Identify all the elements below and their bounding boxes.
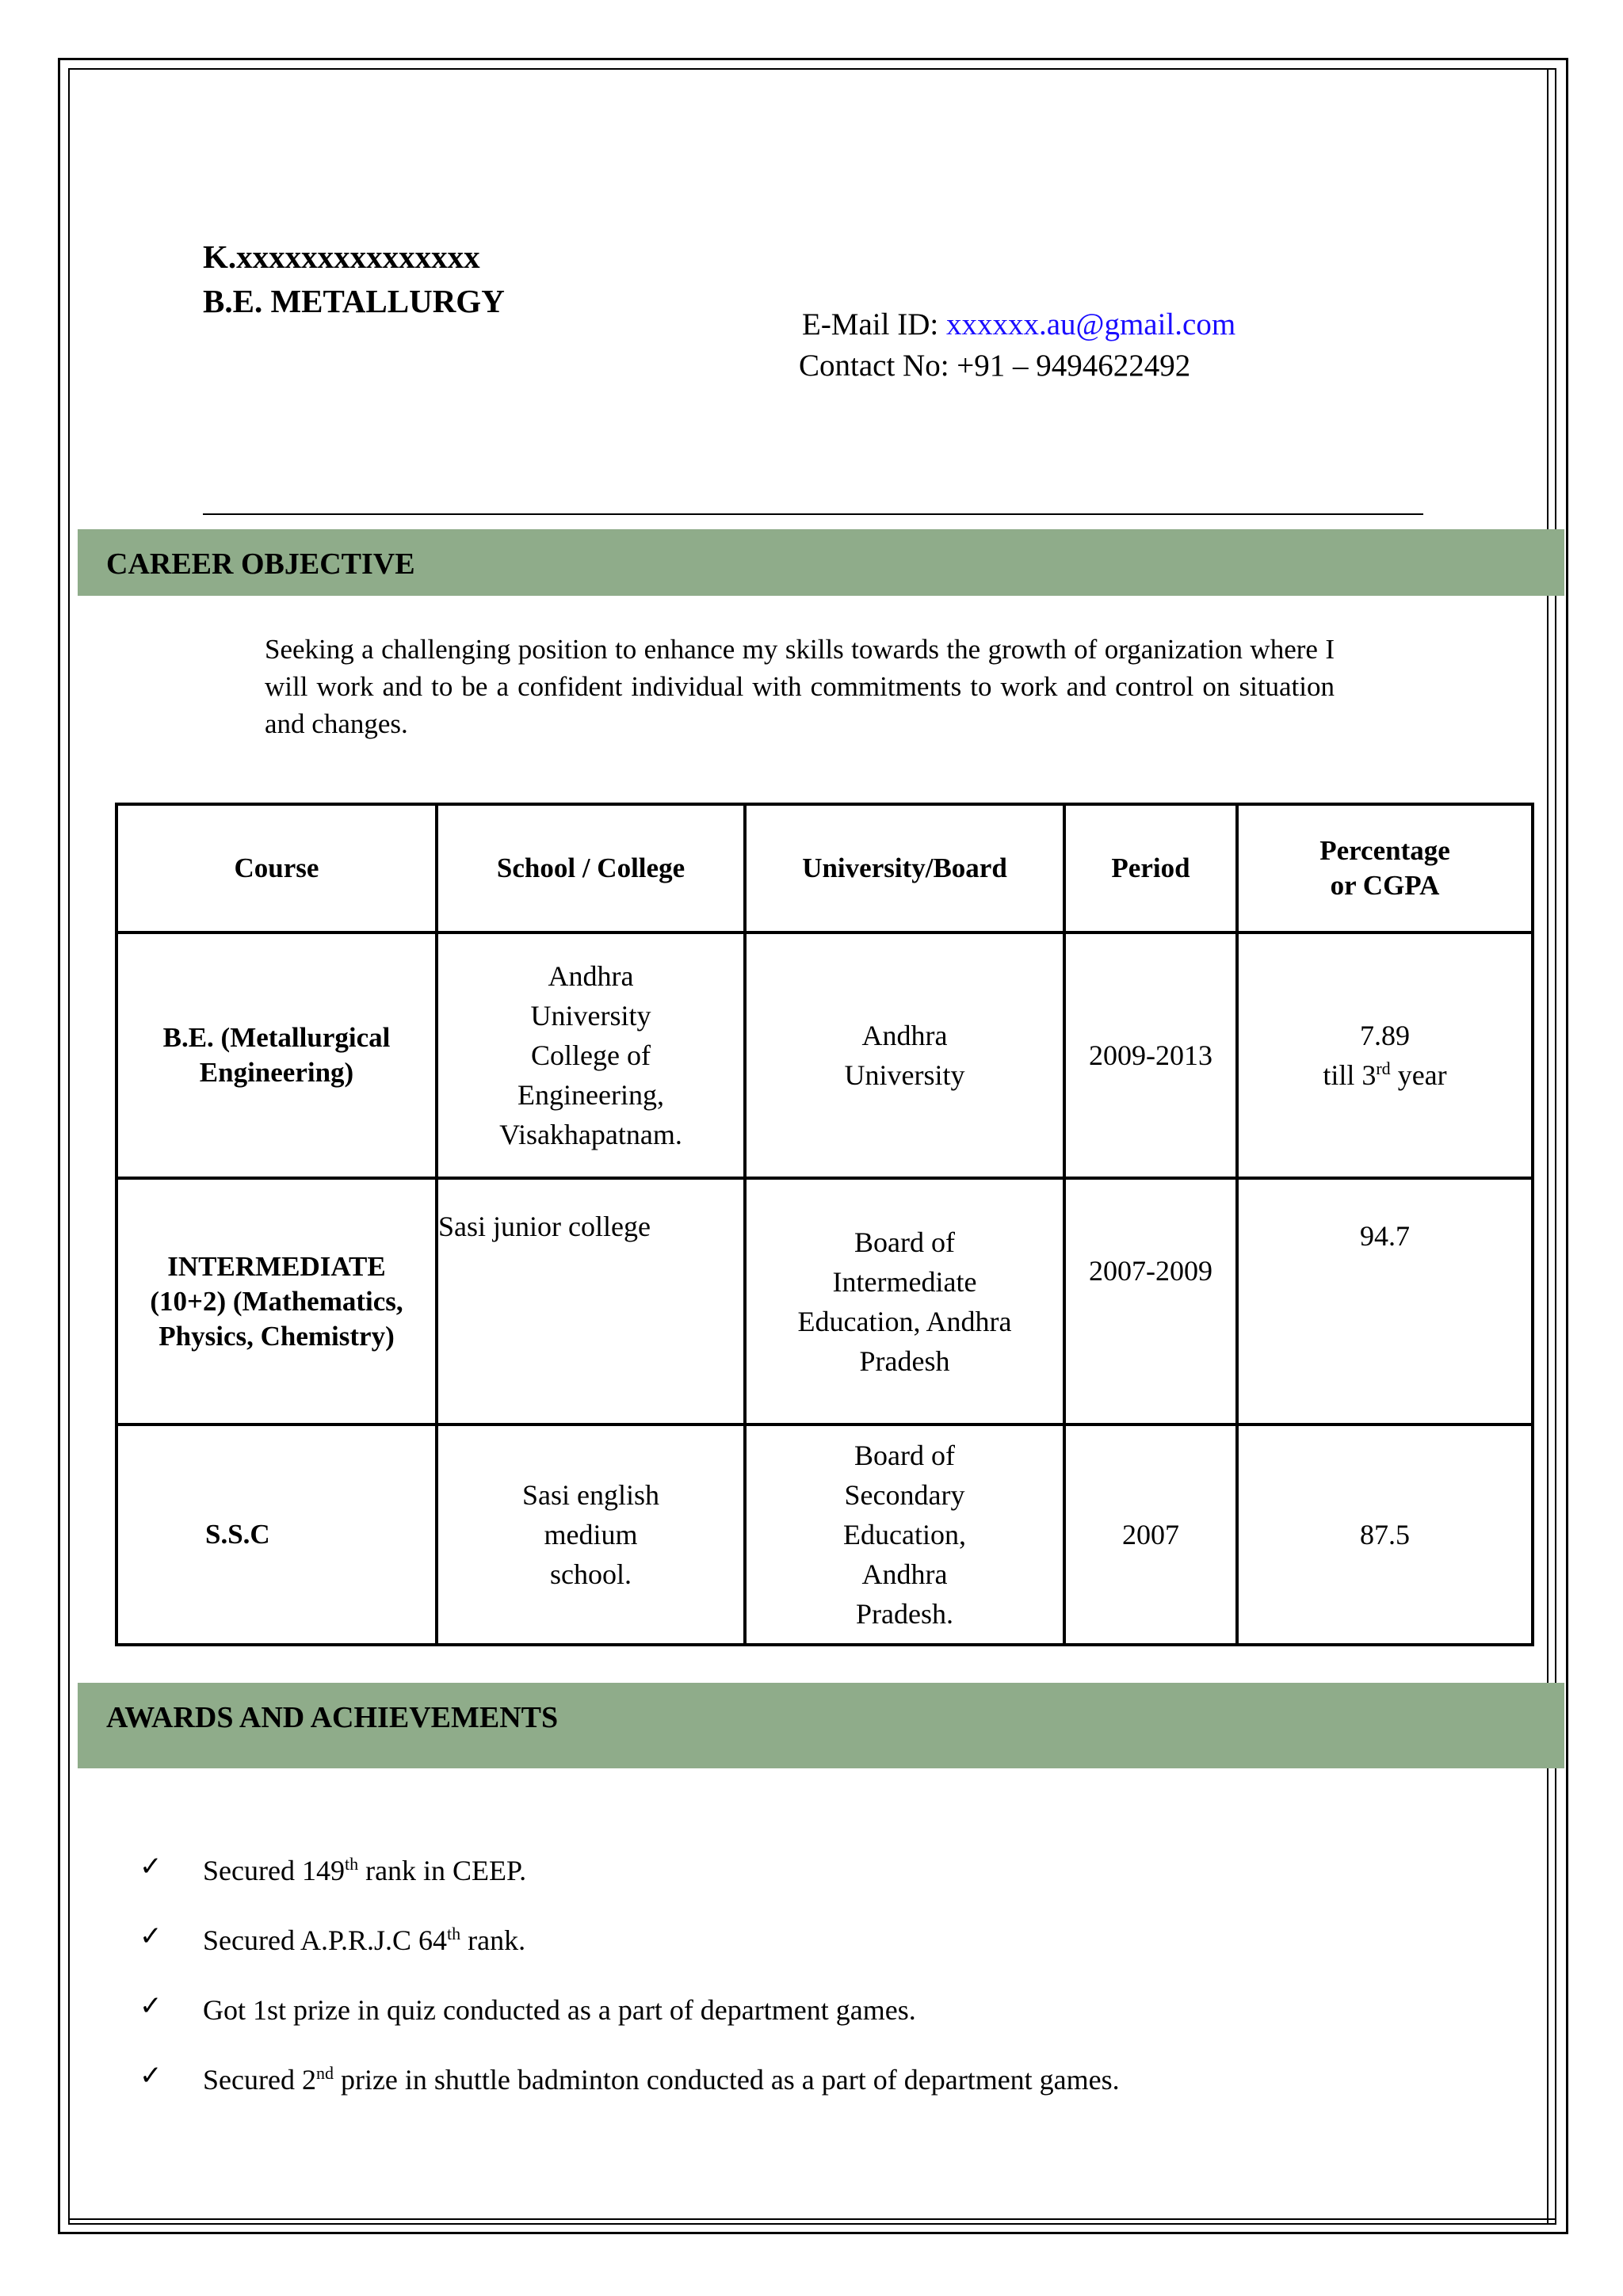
course-cell: INTERMEDIATE (10+2) (Mathematics, Physics, Chemistry) [116, 1178, 437, 1425]
period-cell: 2007 [1064, 1425, 1237, 1645]
award-text: Secured A.P.R.J.C 64th rank. [203, 1924, 526, 1956]
career-objective-band [78, 529, 1564, 596]
list-item [139, 1851, 1487, 1920]
award-text: Secured 149th rank in CEEP. [203, 1854, 527, 1886]
career-objective-title: CAREER OBJECTIVE [106, 547, 415, 581]
header-score: Percentage or CGPA [1237, 804, 1533, 933]
header-divider [203, 513, 1423, 515]
board-cell: Andhra University [745, 933, 1064, 1178]
email-link[interactable]: xxxxxx.au@gmail.com [945, 307, 1236, 341]
list-item [139, 1990, 1487, 2060]
school-cell: Sasi english medium school. [437, 1425, 745, 1645]
header-board: University/Board [745, 804, 1064, 933]
course-cell: S.S.C [116, 1425, 437, 1645]
awards-list [139, 1851, 1487, 2130]
header-course: Course [116, 804, 437, 933]
school-cell: Andhra University College of Engineering, Visakhapatnam. [437, 933, 745, 1178]
award-text: Got 1st prize in quiz conducted as a part of department games. [203, 1994, 916, 2026]
checkmark-icon: ✓ [139, 1990, 162, 2022]
table-row [116, 1425, 1533, 1645]
awards-band [78, 1683, 1564, 1768]
contact-number: Contact No: +91 – 9494622492 [799, 349, 1191, 383]
score-cell: 87.5 [1237, 1425, 1533, 1645]
page-border-right-double [1547, 68, 1552, 2225]
career-objective-text: Seeking a challenging position to enhance my skills towards the growth of organization where I will work and to be a confident individual with commitments to work and control on situation and changes. [265, 634, 1335, 739]
header-school: School / College [437, 804, 745, 933]
period-cell: 2009-2013 [1064, 933, 1237, 1178]
score-cell [1237, 933, 1533, 1178]
email-row [802, 304, 1235, 345]
score-value: 7.89 [1360, 1020, 1410, 1051]
award-text: Secured 2nd prize in shuttle badminton conducted as a part of department games. [203, 2063, 1120, 2096]
candidate-degree: B.E. METALLURGY [203, 283, 505, 319]
page-border-bottom-double [68, 2218, 1556, 2222]
score-cell: 94.7 [1237, 1178, 1533, 1425]
education-table [115, 803, 1534, 1646]
list-item [139, 2060, 1487, 2130]
header-period: Period [1064, 804, 1237, 933]
list-item [139, 1920, 1487, 1990]
school-cell: Sasi junior college [437, 1178, 745, 1425]
course-cell: B.E. (Metallurgical Engineering) [116, 933, 437, 1178]
table-row [116, 933, 1533, 1178]
email-label: E-Mail ID: [802, 307, 946, 341]
table-header-row [116, 804, 1533, 933]
checkmark-icon: ✓ [139, 1851, 162, 1882]
checkmark-icon: ✓ [139, 1920, 162, 1952]
board-cell: Board of Intermediate Education, Andhra Pradesh [745, 1178, 1064, 1425]
checkmark-icon: ✓ [139, 2060, 162, 2092]
period-cell: 2007-2009 [1064, 1178, 1237, 1425]
score-note: till 3rd year [1323, 1058, 1447, 1091]
awards-title: AWARDS AND ACHIEVEMENTS [106, 1701, 559, 1734]
board-cell: Board of Secondary Education, Andhra Pradesh. [745, 1425, 1064, 1645]
candidate-name: K.xxxxxxxxxxxxxxx [203, 238, 480, 275]
contact-block [799, 304, 1236, 387]
table-row [116, 1178, 1533, 1425]
